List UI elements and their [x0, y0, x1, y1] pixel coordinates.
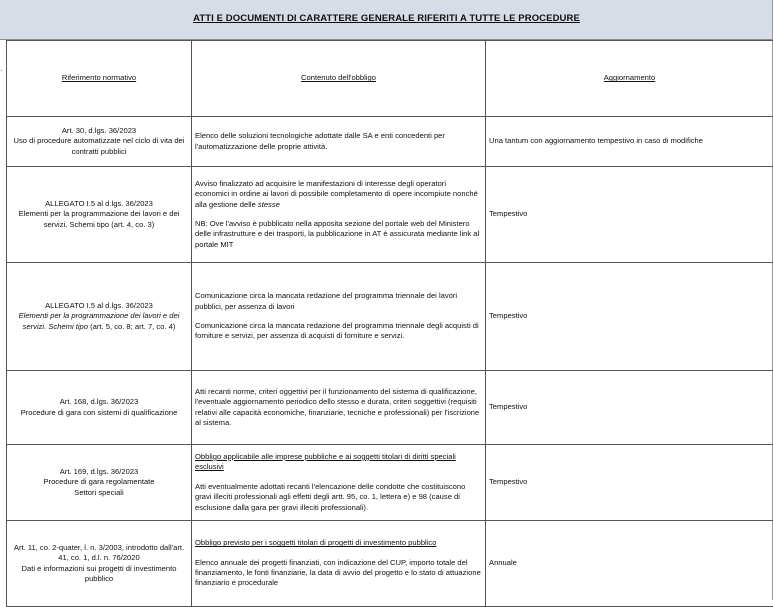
- content-text: Avviso finalizzato ad acquisire le manifestazioni di interesse degli operatori economici in ordine ai lavori di possibile completamento di opere incompiute nonché alla gestione delle: [195, 179, 478, 209]
- cell-aggiornamento[interactable]: Tempestivo: [486, 263, 773, 371]
- content-note: NB: Ove l'avviso è pubblicato nella apposita sezione del portale web del Ministero delle infrastrutture e dei trasporti, la pubblicazione in AT è assicurata mediante link al portale MIT: [195, 219, 482, 250]
- content-paragraph: Atti eventualmente adottati recanti l'elencazione delle condotte che costituiscono gravi illeciti professionali agli effetti degli artt. 95, co. 1, lettera e) e 98 (cause di esclusione dalla gara per gravi illeciti professionali).: [195, 482, 482, 513]
- content-obligation-note: Obbligo applicabile alle imprese pubbliche e ai soggetti titolari di diritti speciali esclusivi: [195, 452, 482, 473]
- table-row: [7, 445, 773, 521]
- paragraph-gap: [195, 473, 482, 482]
- table-row: [7, 167, 773, 263]
- cell-aggiornamento[interactable]: Tempestivo: [486, 371, 773, 445]
- row-marker: ·: [0, 66, 4, 75]
- ref-line: Art. 11, co. 2-quater, l. n. 3/2003, introdotto dall'art. 41, co. 1, d.l. n. 76/2020: [10, 543, 188, 564]
- ref-line: Uso di procedure automatizzate nel ciclo di vita dei contratti pubblici: [10, 136, 188, 157]
- cell-aggiornamento[interactable]: Tempestivo: [486, 445, 773, 521]
- cell-contenuto[interactable]: [192, 167, 486, 263]
- header-riferimento[interactable]: Riferimento normativo: [7, 41, 192, 117]
- content-obligation-note: Obbligo previsto per i soggetti titolari di progetti di investimento pubblico: [195, 538, 482, 548]
- section-title: ATTI E DOCUMENTI DI CARATTERE GENERALE RIFERITI A TUTTE LE PROCEDURE: [6, 13, 767, 24]
- ref-text: (art. 5, co. 8; art. 7, co. 4): [90, 322, 175, 331]
- ref-line: Dati e informazioni sui progetti di investimento pubblico: [10, 564, 188, 585]
- ref-line: Art. 30, d.lgs. 36/2023: [10, 126, 188, 136]
- paragraph-gap: [195, 210, 482, 219]
- paragraph-gap: [195, 312, 482, 321]
- content-italic-text: stesse: [258, 200, 280, 209]
- content-paragraph: Elenco delle soluzioni tecnologiche adottate dalle SA e enti concedenti per l'automatizzazione delle proprie attività.: [195, 131, 482, 152]
- header-contenuto[interactable]: Contenuto dell'obbligo: [192, 41, 486, 117]
- cell-contenuto[interactable]: [192, 445, 486, 521]
- table-row: [7, 521, 773, 607]
- ref-line: ALLEGATO I.5 al d.lgs. 36/2023: [10, 199, 188, 209]
- header-row: [7, 41, 773, 117]
- cell-aggiornamento[interactable]: Tempestivo: [486, 167, 773, 263]
- ref-line: Art. 169, d.lgs. 36/2023: [10, 467, 188, 477]
- content-paragraph: Atti recanti norme, criteri oggettivi per il funzionamento del sistema di qualificazione, l'eventuale aggiornamento periodico dello stesso e durata, criteri soggettivi (requisiti relativi alle capacità economiche, finanziarie, tecniche e professionali) per l'iscrizione al sistema.: [195, 387, 482, 429]
- cell-aggiornamento[interactable]: Una tantum con aggiornamento tempestivo in caso di modifiche: [486, 117, 773, 167]
- table-row: [7, 371, 773, 445]
- paragraph-gap: [195, 549, 482, 558]
- ref-line: Art. 168, d.lgs. 36/2023: [10, 397, 188, 407]
- cell-contenuto[interactable]: [192, 521, 486, 607]
- table-row: [7, 117, 773, 167]
- header-aggiornamento[interactable]: Aggiornamento: [486, 41, 773, 117]
- section-title-band: [0, 0, 773, 40]
- content-paragraph: [195, 179, 482, 210]
- ref-line: Procedure di gara con sistemi di qualificazione: [10, 408, 188, 418]
- content-paragraph: Elenco annuale dei progetti finanziati, con indicazione del CUP, importo totale del finanziamento, le fonti finanziarie, la data di avvio del progetto e lo stato di attuazione finanziario e procedurale: [195, 558, 482, 589]
- cell-riferimento[interactable]: [7, 117, 192, 167]
- ref-line: Elementi per la programmazione dei lavori e dei servizi. Schemi tipo (art. 4, co. 3): [10, 209, 188, 230]
- ref-italic-text: Elementi per la programmazione dei lavori e dei servizi. Schemi tipo: [19, 311, 180, 330]
- ref-line: Settori speciali: [10, 488, 188, 498]
- cell-contenuto[interactable]: [192, 371, 486, 445]
- cell-riferimento[interactable]: [7, 371, 192, 445]
- content-paragraph: Comunicazione circa la mancata redazione del programma triennale dei lavori pubblici, per assenza di lavori: [195, 291, 482, 312]
- ref-line: ALLEGATO I.5 al d.lgs. 36/2023: [10, 301, 188, 311]
- cell-riferimento[interactable]: [7, 445, 192, 521]
- cell-riferimento[interactable]: [7, 263, 192, 371]
- cell-riferimento[interactable]: [7, 167, 192, 263]
- ref-line: Procedure di gara regolamentate: [10, 477, 188, 487]
- cell-riferimento[interactable]: [7, 521, 192, 607]
- content-paragraph: Comunicazione circa la mancata redazione del programma triennale degli acquisti di forniture e servizi, per assenza di acquisti di forniture e servizi.: [195, 321, 482, 342]
- ref-line: [10, 311, 188, 332]
- cell-aggiornamento[interactable]: Annuale: [486, 521, 773, 607]
- table-row: [7, 263, 773, 371]
- obligations-table: [6, 40, 773, 607]
- cell-contenuto[interactable]: [192, 117, 486, 167]
- cell-contenuto[interactable]: [192, 263, 486, 371]
